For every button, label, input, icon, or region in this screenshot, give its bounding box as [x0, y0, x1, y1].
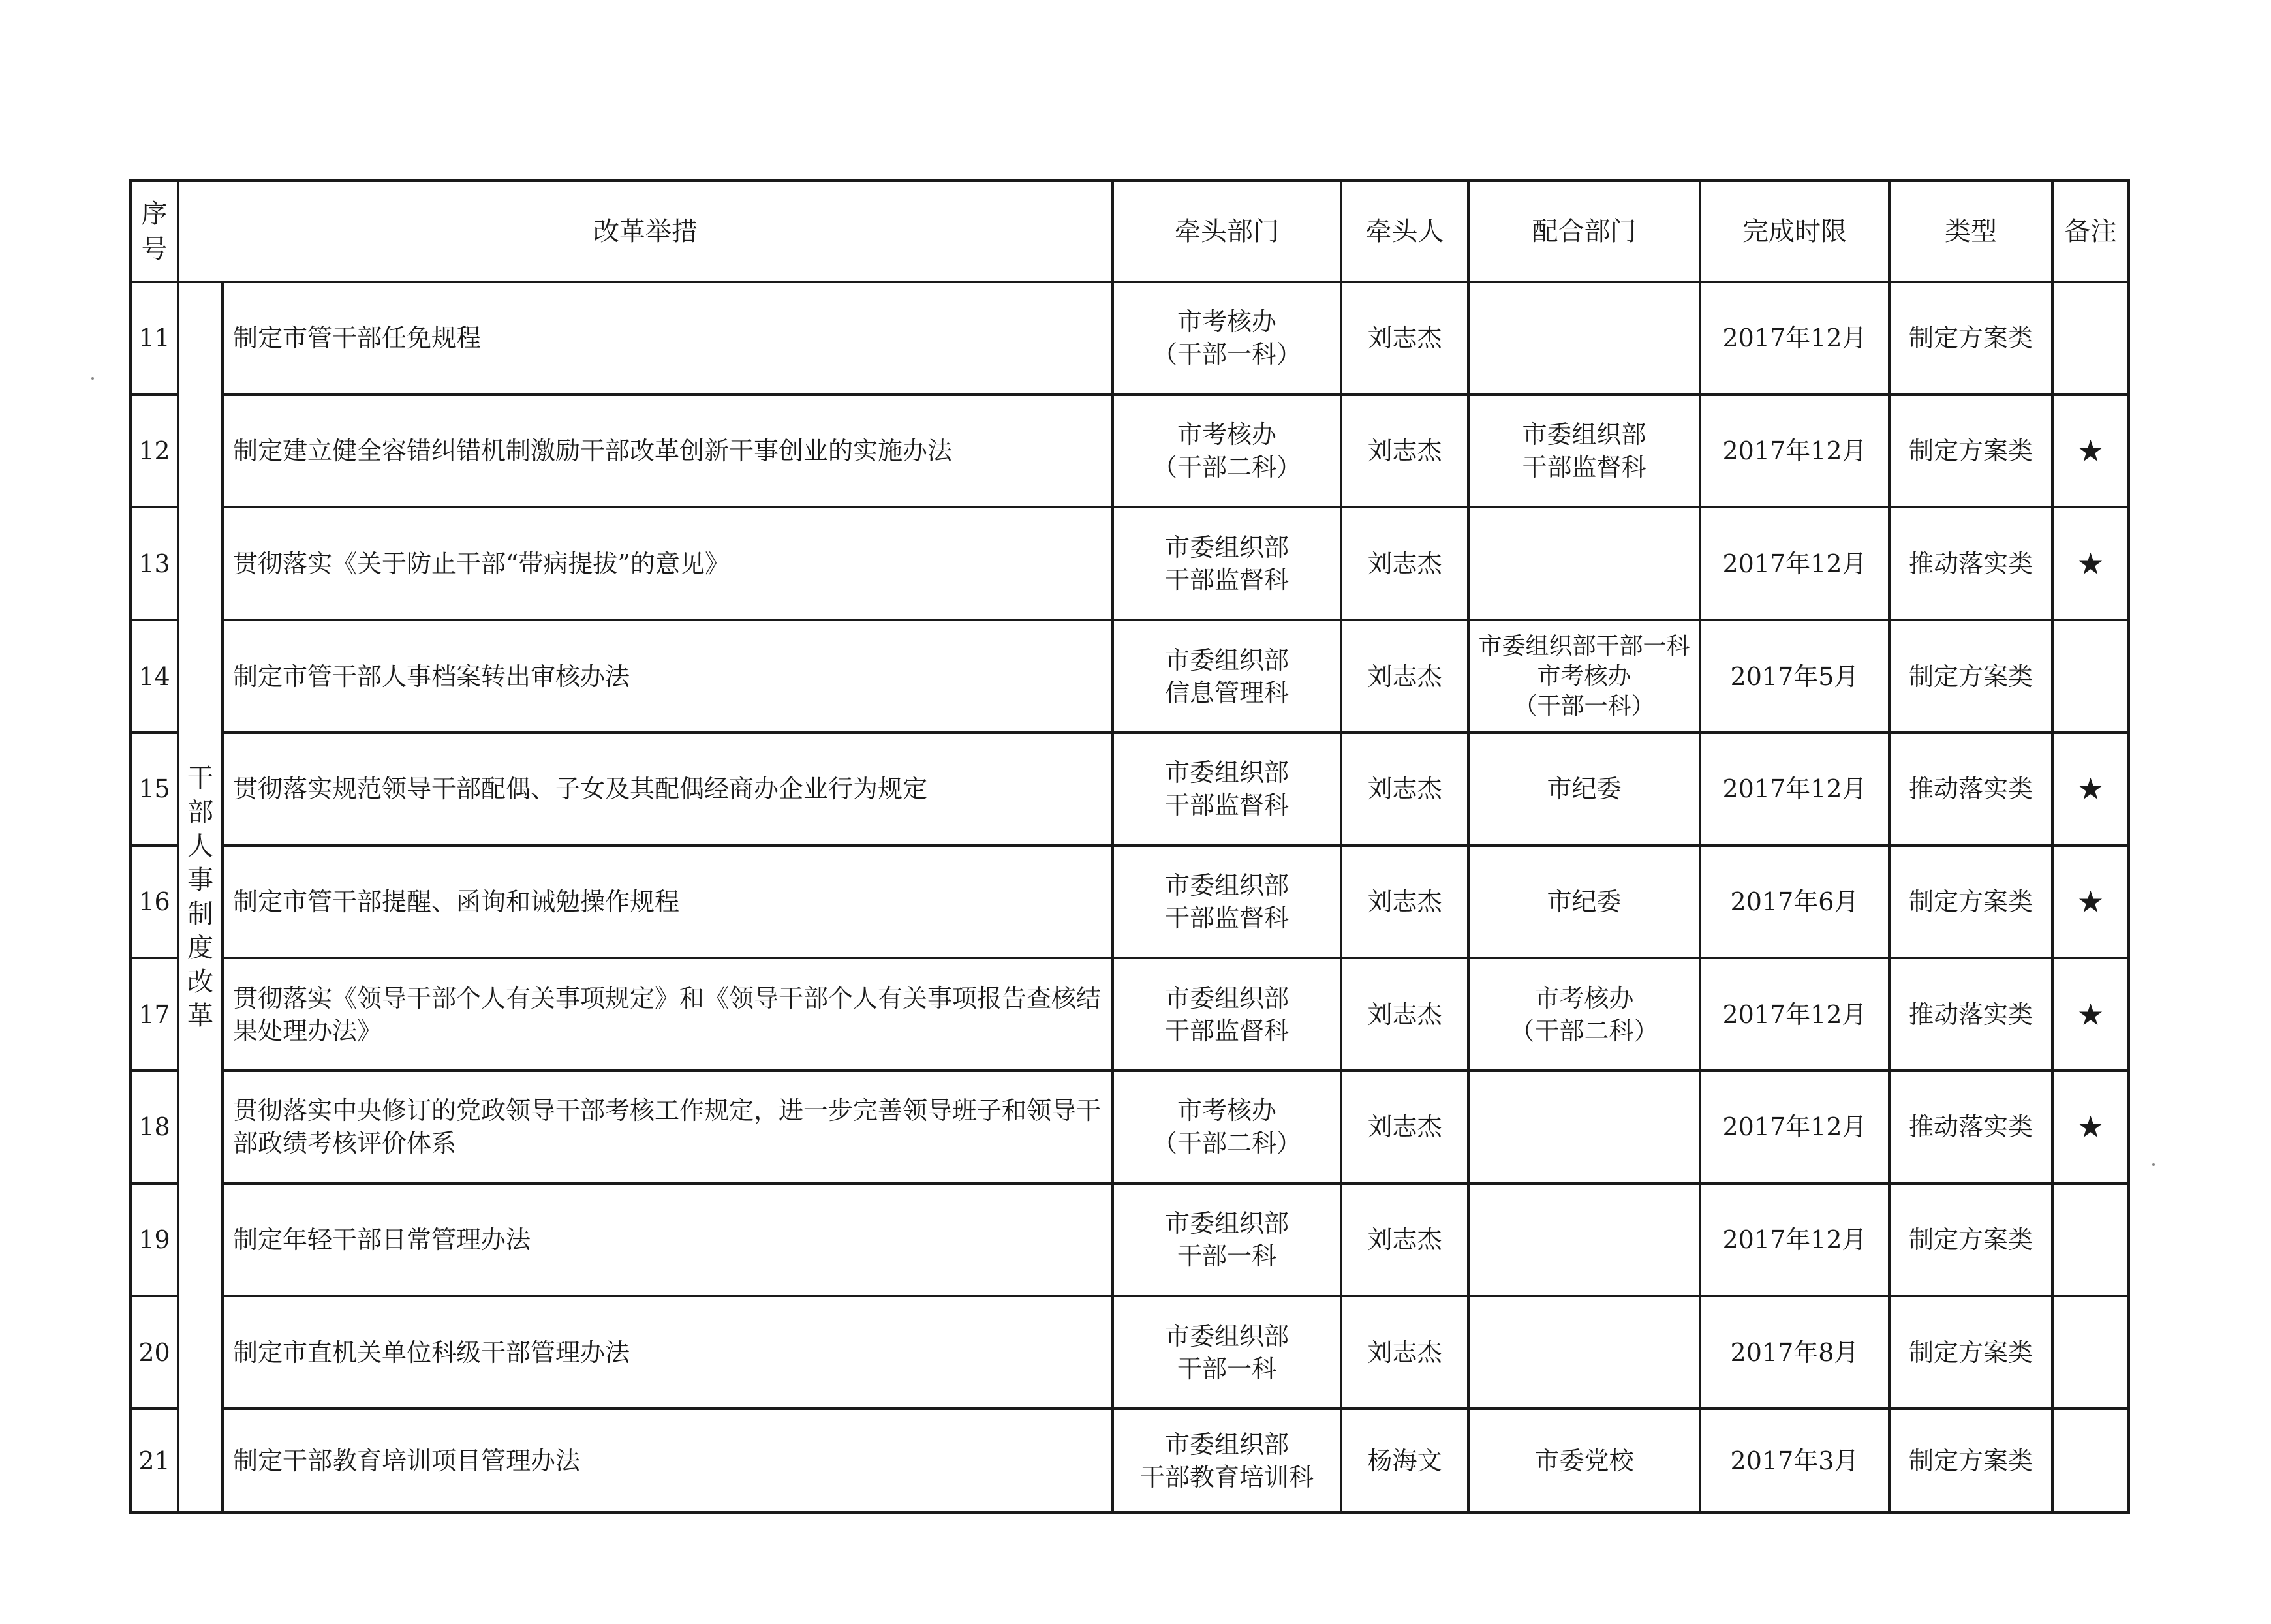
coop-department-line: 市纪委	[1547, 774, 1622, 804]
reform-measure: 贯彻落实《关于防止干部“带病提拔”的意见》	[223, 507, 1113, 620]
cooperating-department	[1468, 958, 1700, 1071]
header-coop-dept: 配合部门	[1468, 181, 1700, 282]
lead-department-line: 市考核办	[1177, 1096, 1276, 1126]
measure-type: 制定方案类	[1889, 1296, 2052, 1409]
coop-department-line: 市考核办	[1537, 662, 1631, 690]
deadline: 2017年12月	[1700, 395, 1889, 508]
lead-person: 刘志杰	[1341, 282, 1468, 395]
lead-department	[1113, 1071, 1341, 1184]
lead-department	[1113, 1184, 1341, 1296]
scan-speck	[91, 377, 94, 380]
lead-department-line: 干部监督科	[1164, 903, 1289, 932]
coop-department-line: 市考核办	[1534, 983, 1634, 1013]
table-row	[131, 1184, 2129, 1296]
lead-person: 刘志杰	[1341, 507, 1468, 620]
lead-department-line: 信息管理科	[1164, 678, 1289, 707]
reform-measures-table	[129, 179, 2130, 1514]
key-item-star	[2052, 1409, 2129, 1512]
key-item-star	[2052, 282, 2129, 395]
lead-department	[1113, 395, 1341, 508]
deadline: 2017年12月	[1700, 507, 1889, 620]
lead-department	[1113, 1296, 1341, 1409]
lead-department-line: 干部一科	[1177, 1242, 1276, 1271]
cooperating-department	[1468, 507, 1700, 620]
lead-department-line: 市委组织部	[1164, 1430, 1289, 1459]
reform-measure: 制定市管干部提醒、函询和诫勉操作规程	[223, 846, 1113, 958]
key-item-star: ★	[2052, 395, 2129, 508]
deadline: 2017年12月	[1700, 1184, 1889, 1296]
cooperating-department	[1468, 733, 1700, 846]
table-row	[131, 620, 2129, 733]
table-row	[131, 1071, 2129, 1184]
lead-department-line: （干部一科）	[1152, 340, 1301, 369]
coop-department-line: 市委组织部	[1522, 420, 1646, 450]
row-number: 20	[131, 1296, 178, 1409]
measure-type: 推动落实类	[1889, 958, 2052, 1071]
key-item-star: ★	[2052, 507, 2129, 620]
lead-department-line: 市委组织部	[1164, 532, 1289, 562]
lead-person: 刘志杰	[1341, 846, 1468, 958]
lead-person: 刘志杰	[1341, 733, 1468, 846]
key-item-star: ★	[2052, 733, 2129, 846]
table-row	[131, 733, 2129, 846]
lead-department-line: 市考核办	[1177, 307, 1276, 337]
cooperating-department	[1468, 1184, 1700, 1296]
key-item-star	[2052, 1296, 2129, 1409]
cooperating-department	[1468, 1409, 1700, 1512]
header-measure: 改革举措	[178, 181, 1113, 282]
cooperating-department	[1468, 1296, 1700, 1409]
lead-department-line: 市考核办	[1177, 420, 1276, 450]
coop-department-line: 市委组织部干部一科	[1478, 632, 1690, 660]
coop-department-line: 干部监督科	[1522, 453, 1646, 482]
coop-department-line: （干部二科）	[1509, 1016, 1659, 1045]
row-number: 11	[131, 282, 178, 395]
reform-measure: 制定建立健全容错纠错机制激励干部改革创新干事创业的实施办法	[223, 395, 1113, 508]
table-row	[131, 846, 2129, 958]
coop-department-line: 市委党校	[1534, 1446, 1634, 1475]
cooperating-department	[1468, 620, 1700, 733]
deadline: 2017年8月	[1700, 1296, 1889, 1409]
lead-department-line: 干部教育培训科	[1139, 1462, 1314, 1492]
measure-type: 推动落实类	[1889, 733, 2052, 846]
lead-department-line: 干部监督科	[1164, 1016, 1289, 1045]
lead-person: 杨海文	[1341, 1409, 1468, 1512]
lead-department	[1113, 282, 1341, 395]
lead-person: 刘志杰	[1341, 1296, 1468, 1409]
header-row	[131, 181, 2129, 282]
lead-person: 刘志杰	[1341, 395, 1468, 508]
lead-department	[1113, 507, 1341, 620]
cooperating-department	[1468, 395, 1700, 508]
reform-measure: 制定市管干部人事档案转出审核办法	[223, 620, 1113, 733]
deadline: 2017年12月	[1700, 958, 1889, 1071]
key-item-star	[2052, 1184, 2129, 1296]
cooperating-department	[1468, 846, 1700, 958]
lead-department-line: 市委组织部	[1164, 870, 1289, 900]
row-number: 12	[131, 395, 178, 508]
key-item-star: ★	[2052, 846, 2129, 958]
cooperating-department	[1468, 282, 1700, 395]
reform-measure: 贯彻落实规范领导干部配偶、子女及其配偶经商办企业行为规定	[223, 733, 1113, 846]
lead-person: 刘志杰	[1341, 958, 1468, 1071]
lead-department-line: 干部监督科	[1164, 791, 1289, 820]
header-lead-dept: 牵头部门	[1113, 181, 1341, 282]
row-number: 18	[131, 1071, 178, 1184]
lead-person: 刘志杰	[1341, 1184, 1468, 1296]
measure-type: 制定方案类	[1889, 846, 2052, 958]
reform-measure: 贯彻落实《领导干部个人有关事项规定》和《领导干部个人有关事项报告查核结果处理办法》	[223, 958, 1113, 1071]
deadline: 2017年12月	[1700, 733, 1889, 846]
header-note: 备注	[2052, 181, 2129, 282]
row-number: 17	[131, 958, 178, 1071]
reform-measure: 制定干部教育培训项目管理办法	[223, 1409, 1113, 1512]
table-row	[131, 507, 2129, 620]
deadline: 2017年3月	[1700, 1409, 1889, 1512]
lead-department-line: （干部二科）	[1152, 453, 1301, 482]
lead-department-line: 干部监督科	[1164, 565, 1289, 594]
scan-speck	[2152, 1163, 2155, 1166]
row-number: 16	[131, 846, 178, 958]
measure-type: 制定方案类	[1889, 282, 2052, 395]
measure-type: 推动落实类	[1889, 1071, 2052, 1184]
lead-department	[1113, 846, 1341, 958]
header-lead-person: 牵头人	[1341, 181, 1468, 282]
reform-measures-table-page	[129, 179, 2127, 1514]
measure-type: 制定方案类	[1889, 1409, 2052, 1512]
reform-measure: 制定市管干部任免规程	[223, 282, 1113, 395]
deadline: 2017年12月	[1700, 282, 1889, 395]
table-row	[131, 958, 2129, 1071]
lead-department-line: 市委组织部	[1164, 758, 1289, 788]
table-row	[131, 282, 2129, 395]
category-label: 干部人事制度改革	[187, 763, 213, 1031]
row-number: 14	[131, 620, 178, 733]
lead-department	[1113, 958, 1341, 1071]
table-row	[131, 1409, 2129, 1512]
deadline: 2017年12月	[1700, 1071, 1889, 1184]
measure-type: 制定方案类	[1889, 620, 2052, 733]
lead-department-line: （干部二科）	[1152, 1129, 1301, 1158]
lead-person: 刘志杰	[1341, 620, 1468, 733]
lead-department-line: 市委组织部	[1164, 1321, 1289, 1351]
lead-department-line: 市委组织部	[1164, 1209, 1289, 1238]
lead-department-line: 市委组织部	[1164, 645, 1289, 675]
reform-measure: 制定年轻干部日常管理办法	[223, 1184, 1113, 1296]
table-row	[131, 1296, 2129, 1409]
lead-department	[1113, 733, 1341, 846]
coop-department-line: （干部一科）	[1513, 692, 1655, 720]
coop-department-line: 市纪委	[1547, 887, 1622, 916]
reform-measure: 制定市直机关单位科级干部管理办法	[223, 1296, 1113, 1409]
row-number: 15	[131, 733, 178, 846]
lead-department	[1113, 1409, 1341, 1512]
cooperating-department	[1468, 1071, 1700, 1184]
reform-measure: 贯彻落实中央修订的党政领导干部考核工作规定，进一步完善领导班子和领导干部政绩考核评价体系	[223, 1071, 1113, 1184]
lead-department	[1113, 620, 1341, 733]
measure-type: 制定方案类	[1889, 1184, 2052, 1296]
lead-department-line: 市委组织部	[1164, 983, 1289, 1013]
deadline: 2017年6月	[1700, 846, 1889, 958]
row-number: 21	[131, 1409, 178, 1512]
table-row	[131, 395, 2129, 508]
row-number: 19	[131, 1184, 178, 1296]
lead-person: 刘志杰	[1341, 1071, 1468, 1184]
header-seq: 序号	[131, 181, 178, 282]
key-item-star: ★	[2052, 958, 2129, 1071]
lead-department-line: 干部一科	[1177, 1354, 1276, 1383]
key-item-star	[2052, 620, 2129, 733]
header-deadline: 完成时限	[1700, 181, 1889, 282]
category-cell	[178, 282, 223, 1512]
header-type: 类型	[1889, 181, 2052, 282]
row-number: 13	[131, 507, 178, 620]
deadline: 2017年5月	[1700, 620, 1889, 733]
measure-type: 制定方案类	[1889, 395, 2052, 508]
measure-type: 推动落实类	[1889, 507, 2052, 620]
key-item-star: ★	[2052, 1071, 2129, 1184]
